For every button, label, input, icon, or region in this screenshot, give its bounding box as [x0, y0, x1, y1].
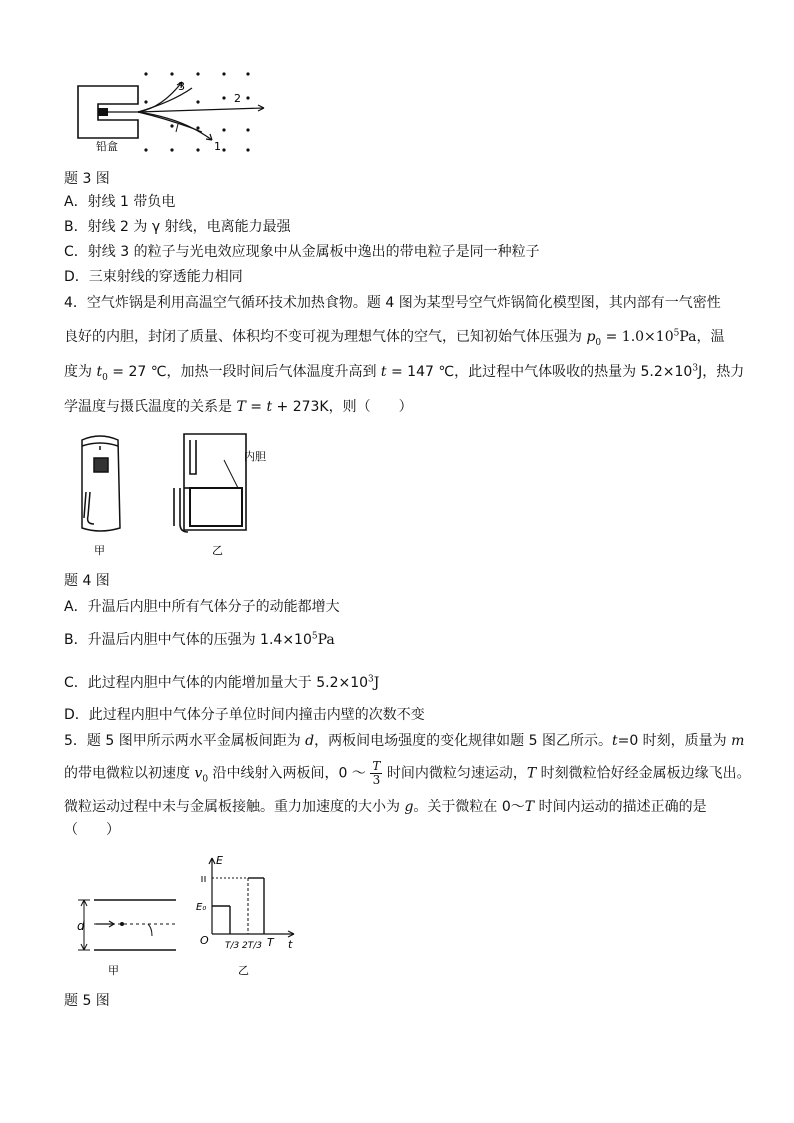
tick-t3: T/3 [225, 941, 240, 951]
q4-option-c: C．此过程内胆中气体的内能增加量大于 $5.2\times 10^3J$ [64, 674, 380, 691]
tick-2t3: 2T/3 [242, 941, 262, 951]
figure-4-air-fryer [72, 430, 282, 558]
q3-option-d: D．三束射线的穿透能力相同 [64, 269, 243, 285]
q3-option-c: C．射线 3 的粒子与光电效应现象中从金属板中逸出的带电粒子是同一种粒子 [64, 244, 540, 260]
ray-3 [138, 82, 182, 112]
q4-option-d: D．此过程内胆中气体分子单位时间内撞击内壁的次数不变 [64, 707, 425, 723]
fig5-e0: E₀ [196, 902, 207, 913]
air-fryer-outline [82, 436, 120, 531]
lead-box-label: 铅盒 [96, 140, 118, 153]
figure-5-yi-graph [190, 852, 300, 980]
fig4-label-jia: 甲 [94, 544, 105, 557]
figure-5-caption: 题 5 图 [64, 993, 110, 1009]
q3-option-a: A．射线 1 带负电 [64, 194, 176, 210]
q4-option-b: B．升温后内胆中气体的压强为 $1.4\times 10^5Pa$ [64, 631, 335, 648]
fig5-label-yi: 乙 [238, 964, 249, 977]
magnetic-field-dots [144, 72, 249, 151]
fig5-label-jia: 甲 [108, 964, 119, 977]
charged-particle [120, 922, 124, 926]
radioactive-source [98, 108, 108, 116]
figure-5-jia-plates [72, 886, 182, 986]
fraction-T-over-3: $\frac{T}{3}$ [372, 759, 381, 787]
fig4-label-yi: 乙 [212, 544, 223, 557]
figure-4-caption: 题 4 图 [64, 573, 110, 589]
fig5-axis-t: t [288, 938, 293, 951]
ray-1 [138, 112, 212, 140]
ray-label-2: 2 [234, 92, 241, 105]
q4-stem-line-4: 学温度与摄氏温度的关系是 T = t + 273K，则（ ） [64, 399, 413, 415]
q5-stem-line-1: 5．题 5 图甲所示两水平金属板间距为 d，两板间电场强度的变化规律如题 5 图乙所示。t=0 时刻，质量为 m [64, 733, 745, 749]
ray-label-1: 1 [214, 140, 221, 153]
fig4-label-inner: 内胆 [244, 450, 266, 463]
air-fryer-cross-section [174, 434, 246, 532]
fig5-label-d: d [77, 919, 85, 933]
ray-label-3: 3 [178, 80, 185, 93]
figure-3-caption: 题 3 图 [64, 171, 110, 187]
q5-stem-line-3: 微粒运动过程中未与金属板接触。重力加速度的大小为 g。关于微粒在 0～T 时间内运动的描述正确的是 [64, 799, 707, 815]
fig5-origin: O [200, 934, 209, 947]
q4-stem-line-1: 4．空气炸锅是利用高温空气循环技术加热食物。题 4 图为某型号空气炸锅简化模型图，其内部有一气密性 [64, 295, 721, 311]
q4-stem-line-2: 良好的内胆，封闭了质量、体积均不变可视为理想气体的空气，已知初始气体压强为 $p_0 = 1.0\times 10^5Pa$，温 [64, 328, 725, 348]
tick-t: T [267, 936, 274, 949]
q3-option-b: B．射线 2 为 γ 射线，电离能力最强 [64, 219, 291, 235]
fig5-axis-e: E [216, 854, 223, 867]
q5-stem-line-4: （ ） [64, 822, 120, 838]
q4-stem-line-3: 度为 $t_0 = 27$ ℃，加热一段时间后气体温度升高到 t = 147 ℃，此过程中气体吸收的热量为 $5.2\times 10^3J$，热力 [64, 363, 745, 383]
figure-3-radiation [72, 68, 272, 160]
ray-2 [138, 108, 264, 112]
q5-stem-line-2: 的带电微粒以初速度 $v_0$ 沿中线射入两板间，0 ～ $\frac{T}{3}$ 时间内微粒匀速运动，T 时刻微粒恰好经金属板边缘飞出。 [64, 759, 751, 787]
q4-option-a: A．升温后内胆中所有气体分子的动能都增大 [64, 599, 340, 615]
